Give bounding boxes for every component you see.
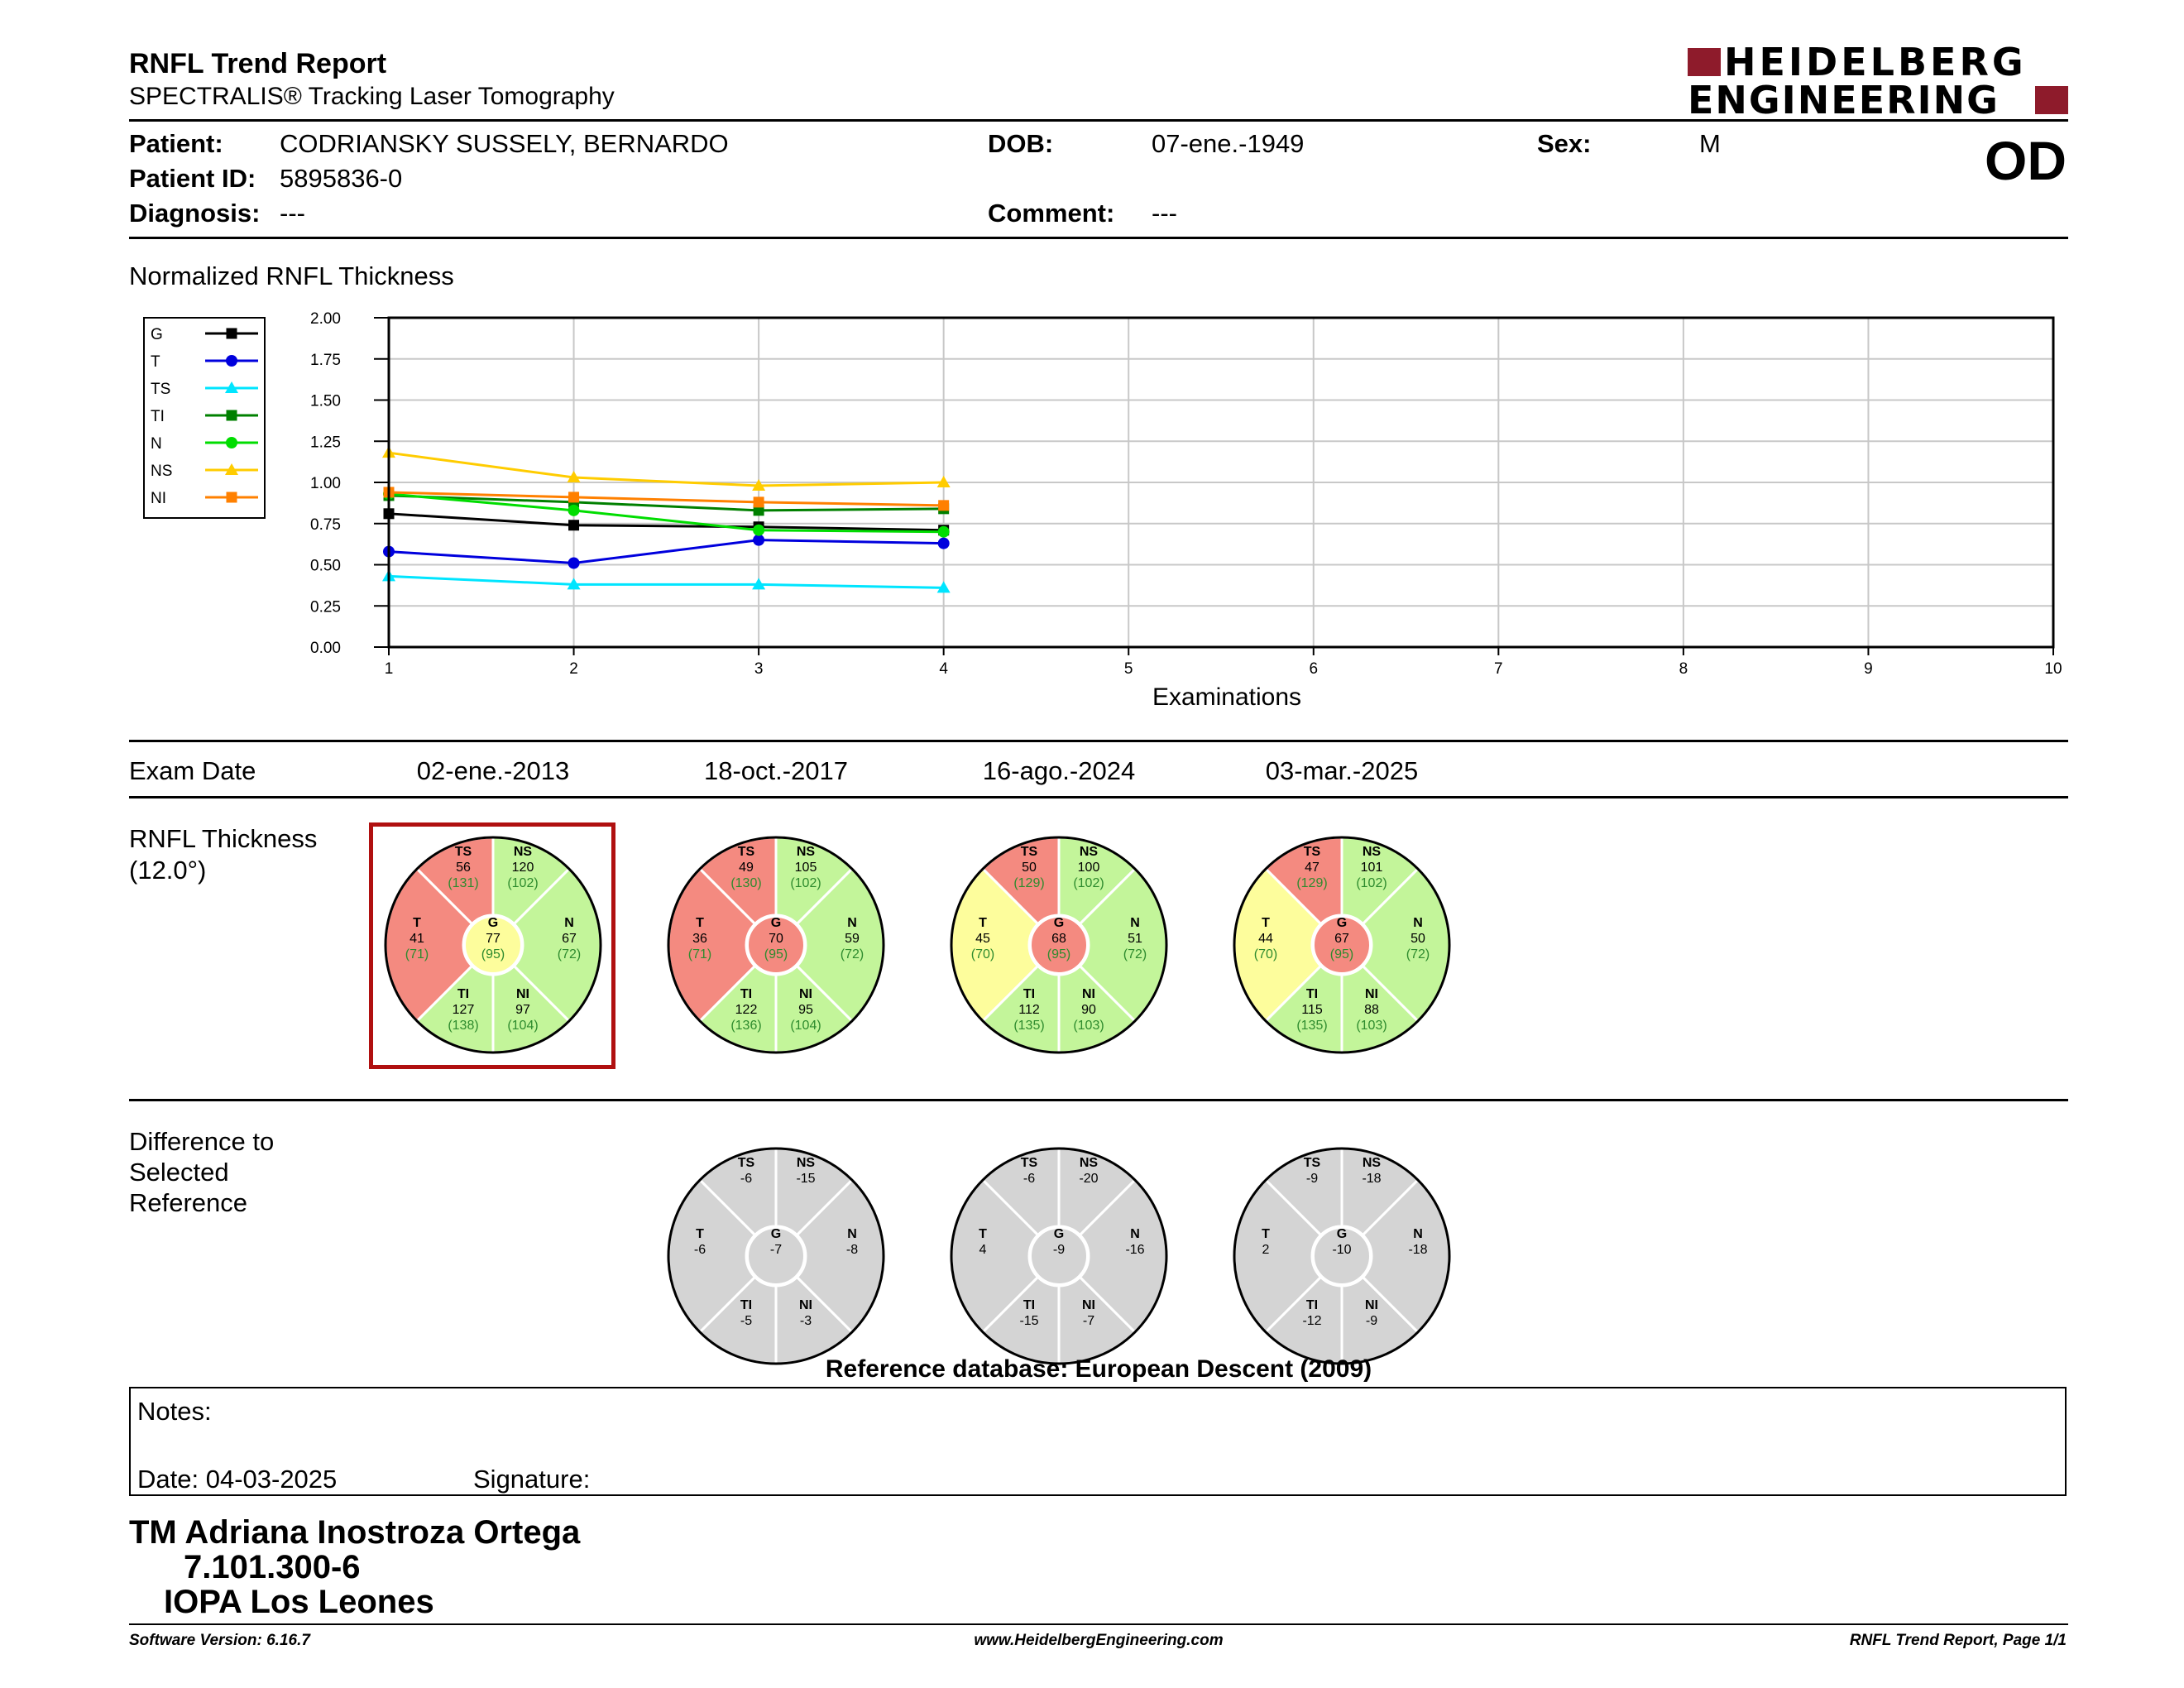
sector-diff-g: -9 [1052, 1243, 1066, 1257]
chart-divider [129, 740, 2068, 742]
sector-label-ti: TI [1023, 1298, 1036, 1312]
series-point-G [568, 520, 579, 530]
sector-value-ti: 115 [1301, 1003, 1323, 1017]
eye-indicator: OD [1985, 130, 2067, 191]
series-point-T [568, 558, 580, 569]
dob-label: DOB: [988, 129, 1054, 158]
legend-marker-N [226, 437, 237, 448]
sector-diff-ts: -9 [1305, 1172, 1319, 1186]
x-tick-label: 3 [754, 660, 764, 678]
sector-reference-ts: (131) [448, 876, 479, 890]
sector-value-ns: 100 [1077, 861, 1100, 875]
sector-reference-n: (72) [557, 947, 582, 961]
signer-place: IOPA Los Leones [164, 1584, 434, 1620]
legend-label-TS: TS [151, 381, 171, 398]
logo-square-bottom [2035, 86, 2068, 114]
sector-label-ts: TS [1020, 845, 1038, 859]
report-subtitle: SPECTRALIS® Tracking Laser Tomography [129, 83, 615, 110]
thickness-chart-1 [386, 837, 601, 1053]
sector-label-t: T [1262, 916, 1270, 930]
x-tick-label: 8 [1679, 660, 1688, 678]
sector-value-ti: 112 [1018, 1003, 1040, 1017]
series-point-T [753, 535, 764, 546]
sector-reference-ti: (135) [1013, 1019, 1045, 1033]
x-tick-label: 10 [2044, 660, 2062, 678]
sector-label-t: T [979, 1227, 987, 1241]
sector-diff-ns: -18 [1362, 1172, 1382, 1186]
difference-label-2: Selected [129, 1158, 229, 1187]
sector-reference-n: (72) [840, 947, 864, 961]
legend-marker-NI [227, 492, 237, 503]
patient-id-value: 5895836-0 [280, 164, 403, 193]
sector-label-n: N [1413, 1227, 1423, 1241]
sector-reference-n: (72) [1123, 947, 1147, 961]
sector-diff-t: 4 [979, 1243, 987, 1257]
sector-label-ts: TS [454, 845, 472, 859]
patient-value: CODRIANSKY SUSSELY, BERNARDO [280, 129, 729, 158]
sector-diff-ni: -3 [799, 1314, 812, 1328]
sector-diff-ti: -15 [1019, 1314, 1039, 1328]
software-version: Software Version: 6.16.7 [129, 1632, 310, 1649]
sector-value-g: 68 [1051, 932, 1066, 946]
exam-date-3[interactable]: 16-ago.-2024 [982, 756, 1136, 785]
sector-value-n: 51 [1128, 932, 1142, 946]
sector-reference-ts: (129) [1296, 876, 1328, 890]
series-point-NI [938, 500, 949, 511]
signer-id: 7.101.300-6 [184, 1549, 361, 1585]
sector-label-ti: TI [1305, 1298, 1319, 1312]
sector-label-t: T [979, 916, 987, 930]
diagnosis-label: Diagnosis: [129, 199, 261, 228]
exam-date-1[interactable]: 02-ene.-2013 [416, 756, 570, 785]
sector-diff-ns: -15 [796, 1172, 816, 1186]
exam-date-label: Exam Date [129, 756, 256, 785]
sector-diff-ns: -20 [1079, 1172, 1099, 1186]
y-tick-label: 0.50 [310, 557, 341, 575]
sector-reference-ti: (138) [448, 1019, 479, 1033]
sector-reference-t: (71) [687, 947, 712, 961]
sector-label-ti: TI [457, 987, 470, 1001]
sector-diff-n: -16 [1125, 1243, 1145, 1257]
sector-label-ni: NI [799, 987, 812, 1001]
difference-label-3: Reference [129, 1188, 248, 1217]
sector-diff-t: 2 [1262, 1243, 1270, 1257]
sector-label-ti: TI [740, 1298, 753, 1312]
thickness-chart-4 [1234, 837, 1449, 1053]
rnfl-thickness-angle: (12.0°) [129, 856, 207, 885]
sector-label-ns: NS [796, 845, 816, 859]
sector-value-ni: 97 [515, 1003, 530, 1017]
legend-label-N: N [151, 435, 162, 453]
sector-label-n: N [564, 916, 574, 930]
sector-value-n: 50 [1410, 932, 1425, 946]
sector-value-ns: 105 [794, 861, 817, 875]
website-link[interactable]: www.HeidelbergEngineering.com [974, 1632, 1224, 1649]
sector-label-g: G [487, 916, 499, 930]
header-divider [129, 119, 2068, 122]
sector-label-g: G [1336, 1227, 1348, 1241]
sector-label-ns: NS [1362, 1156, 1382, 1170]
sector-label-ni: NI [1082, 1298, 1095, 1312]
sector-value-n: 67 [562, 932, 577, 946]
series-point-T [938, 538, 950, 549]
sector-value-ni: 90 [1081, 1003, 1096, 1017]
sector-label-ns: NS [1079, 845, 1099, 859]
series-point-N [568, 505, 580, 516]
sector-reference-t: (71) [405, 947, 429, 961]
sector-diff-ni: -7 [1082, 1314, 1095, 1328]
x-tick-label: 9 [1864, 660, 1873, 678]
sector-label-g: G [1053, 1227, 1065, 1241]
sector-label-ts: TS [1020, 1156, 1038, 1170]
y-tick-label: 0.25 [310, 598, 341, 616]
thickness-chart-2 [668, 837, 884, 1053]
exam-date-4[interactable]: 03-mar.-2025 [1265, 756, 1419, 785]
y-tick-label: 1.75 [310, 351, 341, 369]
series-point-N [753, 525, 764, 536]
legend-label-NI: NI [151, 490, 166, 507]
sex-label: Sex: [1537, 129, 1592, 158]
sector-value-ts: 50 [1022, 861, 1037, 875]
notes-label: Notes: [137, 1397, 212, 1426]
sector-diff-ts: -6 [740, 1172, 753, 1186]
difference-charts [0, 1134, 2184, 1374]
sector-value-t: 36 [692, 932, 707, 946]
patient-id-label: Patient ID: [129, 164, 256, 193]
sector-label-t: T [413, 916, 421, 930]
sector-value-t: 44 [1258, 932, 1273, 946]
sector-value-g: 67 [1334, 932, 1349, 946]
sector-label-ni: NI [799, 1298, 812, 1312]
legend-marker-T [226, 355, 237, 367]
sector-label-g: G [770, 916, 782, 930]
sector-diff-g: -10 [1332, 1243, 1352, 1257]
notes-box[interactable] [129, 1387, 2067, 1496]
sector-value-ti: 122 [735, 1003, 758, 1017]
notes-date: Date: 04-03-2025 [137, 1465, 338, 1494]
sector-diff-ti: -5 [740, 1314, 753, 1328]
sector-reference-ti: (136) [730, 1019, 762, 1033]
sector-label-n: N [1130, 1227, 1140, 1241]
difference-chart-1 [668, 1149, 884, 1364]
sector-label-g: G [770, 1227, 782, 1241]
comment-value: --- [1152, 199, 1177, 228]
sector-reference-ts: (130) [730, 876, 762, 890]
sector-label-ns: NS [1362, 845, 1382, 859]
company-logo [1688, 40, 2068, 122]
notes-signature: Signature: [473, 1465, 591, 1494]
sector-value-ni: 95 [798, 1003, 813, 1017]
sector-reference-g: (95) [1046, 947, 1071, 961]
sector-label-t: T [1262, 1227, 1270, 1241]
sector-label-n: N [1413, 916, 1423, 930]
sector-reference-ni: (103) [1356, 1019, 1387, 1033]
comment-label: Comment: [988, 199, 1115, 228]
difference-chart-2 [951, 1149, 1166, 1364]
y-tick-label: 0.00 [310, 640, 341, 657]
sector-value-n: 59 [845, 932, 860, 946]
legend-label-T: T [151, 353, 160, 371]
sector-label-ni: NI [516, 987, 529, 1001]
chart-title: Normalized RNFL Thickness [129, 261, 454, 290]
x-tick-label: 6 [1309, 660, 1319, 678]
page-number: RNFL Trend Report, Page 1/1 [1849, 1632, 2067, 1649]
x-axis-label: Examinations [1152, 683, 1302, 711]
sector-reference-ns: (102) [790, 876, 821, 890]
sector-reference-ns: (102) [1073, 876, 1104, 890]
legend-label-TI: TI [151, 408, 165, 425]
y-tick-label: 1.50 [310, 392, 341, 410]
y-tick-label: 0.75 [310, 516, 341, 534]
sector-label-ns: NS [796, 1156, 816, 1170]
exam-date-2[interactable]: 18-oct.-2017 [703, 756, 849, 785]
logo-square-top [1688, 48, 1721, 76]
sector-label-ns: NS [1079, 1156, 1099, 1170]
legend-marker-TI [227, 410, 237, 421]
exam-divider [129, 796, 2068, 798]
sector-value-ns: 120 [511, 861, 534, 875]
sector-reference-t: (70) [970, 947, 995, 961]
sector-reference-g: (95) [481, 947, 505, 961]
sector-label-ns: NS [513, 845, 533, 859]
sector-label-ni: NI [1365, 1298, 1378, 1312]
thickness-divider [129, 1099, 2068, 1101]
sector-label-n: N [847, 916, 857, 930]
sector-value-ts: 56 [456, 861, 471, 875]
sector-reference-ni: (104) [790, 1019, 821, 1033]
sector-value-g: 70 [769, 932, 783, 946]
y-tick-label: 2.00 [310, 310, 341, 328]
sector-diff-ni: -9 [1365, 1314, 1378, 1328]
sector-reference-ns: (102) [1356, 876, 1387, 890]
reference-database: Reference database: European Descent (2009) [825, 1355, 1372, 1383]
sector-label-n: N [847, 1227, 857, 1241]
thickness-chart-3 [951, 837, 1166, 1053]
difference-label-1: Difference to [129, 1127, 275, 1156]
legend-label-G: G [151, 326, 163, 343]
sector-reference-ni: (104) [507, 1019, 539, 1033]
sector-value-g: 77 [486, 932, 500, 946]
sector-reference-ni: (103) [1073, 1019, 1104, 1033]
sector-label-ti: TI [740, 987, 753, 1001]
difference-chart-3 [1234, 1149, 1449, 1364]
sector-diff-g: -7 [769, 1243, 783, 1257]
legend-label-NS: NS [151, 463, 173, 480]
rnfl-thickness-charts [0, 822, 2184, 1071]
sector-label-ni: NI [1365, 987, 1378, 1001]
x-tick-label: 5 [1123, 660, 1133, 678]
x-tick-label: 7 [1494, 660, 1503, 678]
sector-value-t: 41 [410, 932, 424, 946]
series-point-N [938, 526, 950, 538]
y-tick-label: 1.00 [310, 475, 341, 492]
sector-label-ti: TI [1023, 987, 1036, 1001]
x-tick-label: 4 [939, 660, 948, 678]
y-tick-label: 1.25 [310, 434, 341, 452]
legend-marker-G [227, 328, 237, 339]
sector-label-n: N [1130, 916, 1140, 930]
report-title: RNFL Trend Report [129, 48, 387, 79]
patient-label: Patient: [129, 129, 223, 158]
sector-label-g: G [1336, 916, 1348, 930]
sector-diff-t: -6 [693, 1243, 706, 1257]
sex-value: M [1699, 129, 1721, 158]
sector-reference-g: (95) [1329, 947, 1354, 961]
signer-name: TM Adriana Inostroza Ortega [129, 1514, 581, 1551]
rnfl-thickness-label: RNFL Thickness [129, 824, 318, 853]
sector-value-ti: 127 [452, 1003, 475, 1017]
sector-reference-ti: (135) [1296, 1019, 1328, 1033]
sector-label-ts: TS [1303, 1156, 1321, 1170]
sector-reference-g: (95) [764, 947, 788, 961]
sector-reference-t: (70) [1253, 947, 1278, 961]
sector-label-g: G [1053, 916, 1065, 930]
sector-label-t: T [696, 916, 704, 930]
sector-value-ns: 101 [1360, 861, 1383, 875]
sector-label-ts: TS [1303, 845, 1321, 859]
sector-diff-n: -8 [845, 1243, 859, 1257]
series-point-NI [754, 496, 764, 507]
x-tick-label: 2 [569, 660, 578, 678]
sector-value-t: 45 [975, 932, 990, 946]
sector-reference-ts: (129) [1013, 876, 1045, 890]
sector-reference-ns: (102) [507, 876, 539, 890]
sector-reference-n: (72) [1406, 947, 1430, 961]
patient-divider [129, 237, 2068, 239]
sector-value-ts: 47 [1305, 861, 1320, 875]
sector-label-ni: NI [1082, 987, 1095, 1001]
sector-value-ni: 88 [1364, 1003, 1379, 1017]
dob-value: 07-ene.-1949 [1152, 129, 1305, 158]
x-tick-label: 1 [384, 660, 394, 678]
sector-diff-n: -18 [1408, 1243, 1428, 1257]
trend-chart [0, 298, 2184, 778]
diagnosis-value: --- [280, 199, 305, 228]
footer-divider [129, 1623, 2068, 1625]
sector-label-ts: TS [737, 845, 755, 859]
sector-label-ts: TS [737, 1156, 755, 1170]
sector-label-ti: TI [1305, 987, 1319, 1001]
logo-text-line2: ENGINEERING [1688, 78, 2000, 122]
series-point-NI [568, 492, 579, 502]
logo-text-line1: HEIDELBERG [1724, 40, 2027, 84]
sector-label-t: T [696, 1227, 704, 1241]
sector-diff-ti: -12 [1302, 1314, 1322, 1328]
sector-value-ts: 49 [739, 861, 754, 875]
sector-diff-ts: -6 [1023, 1172, 1036, 1186]
